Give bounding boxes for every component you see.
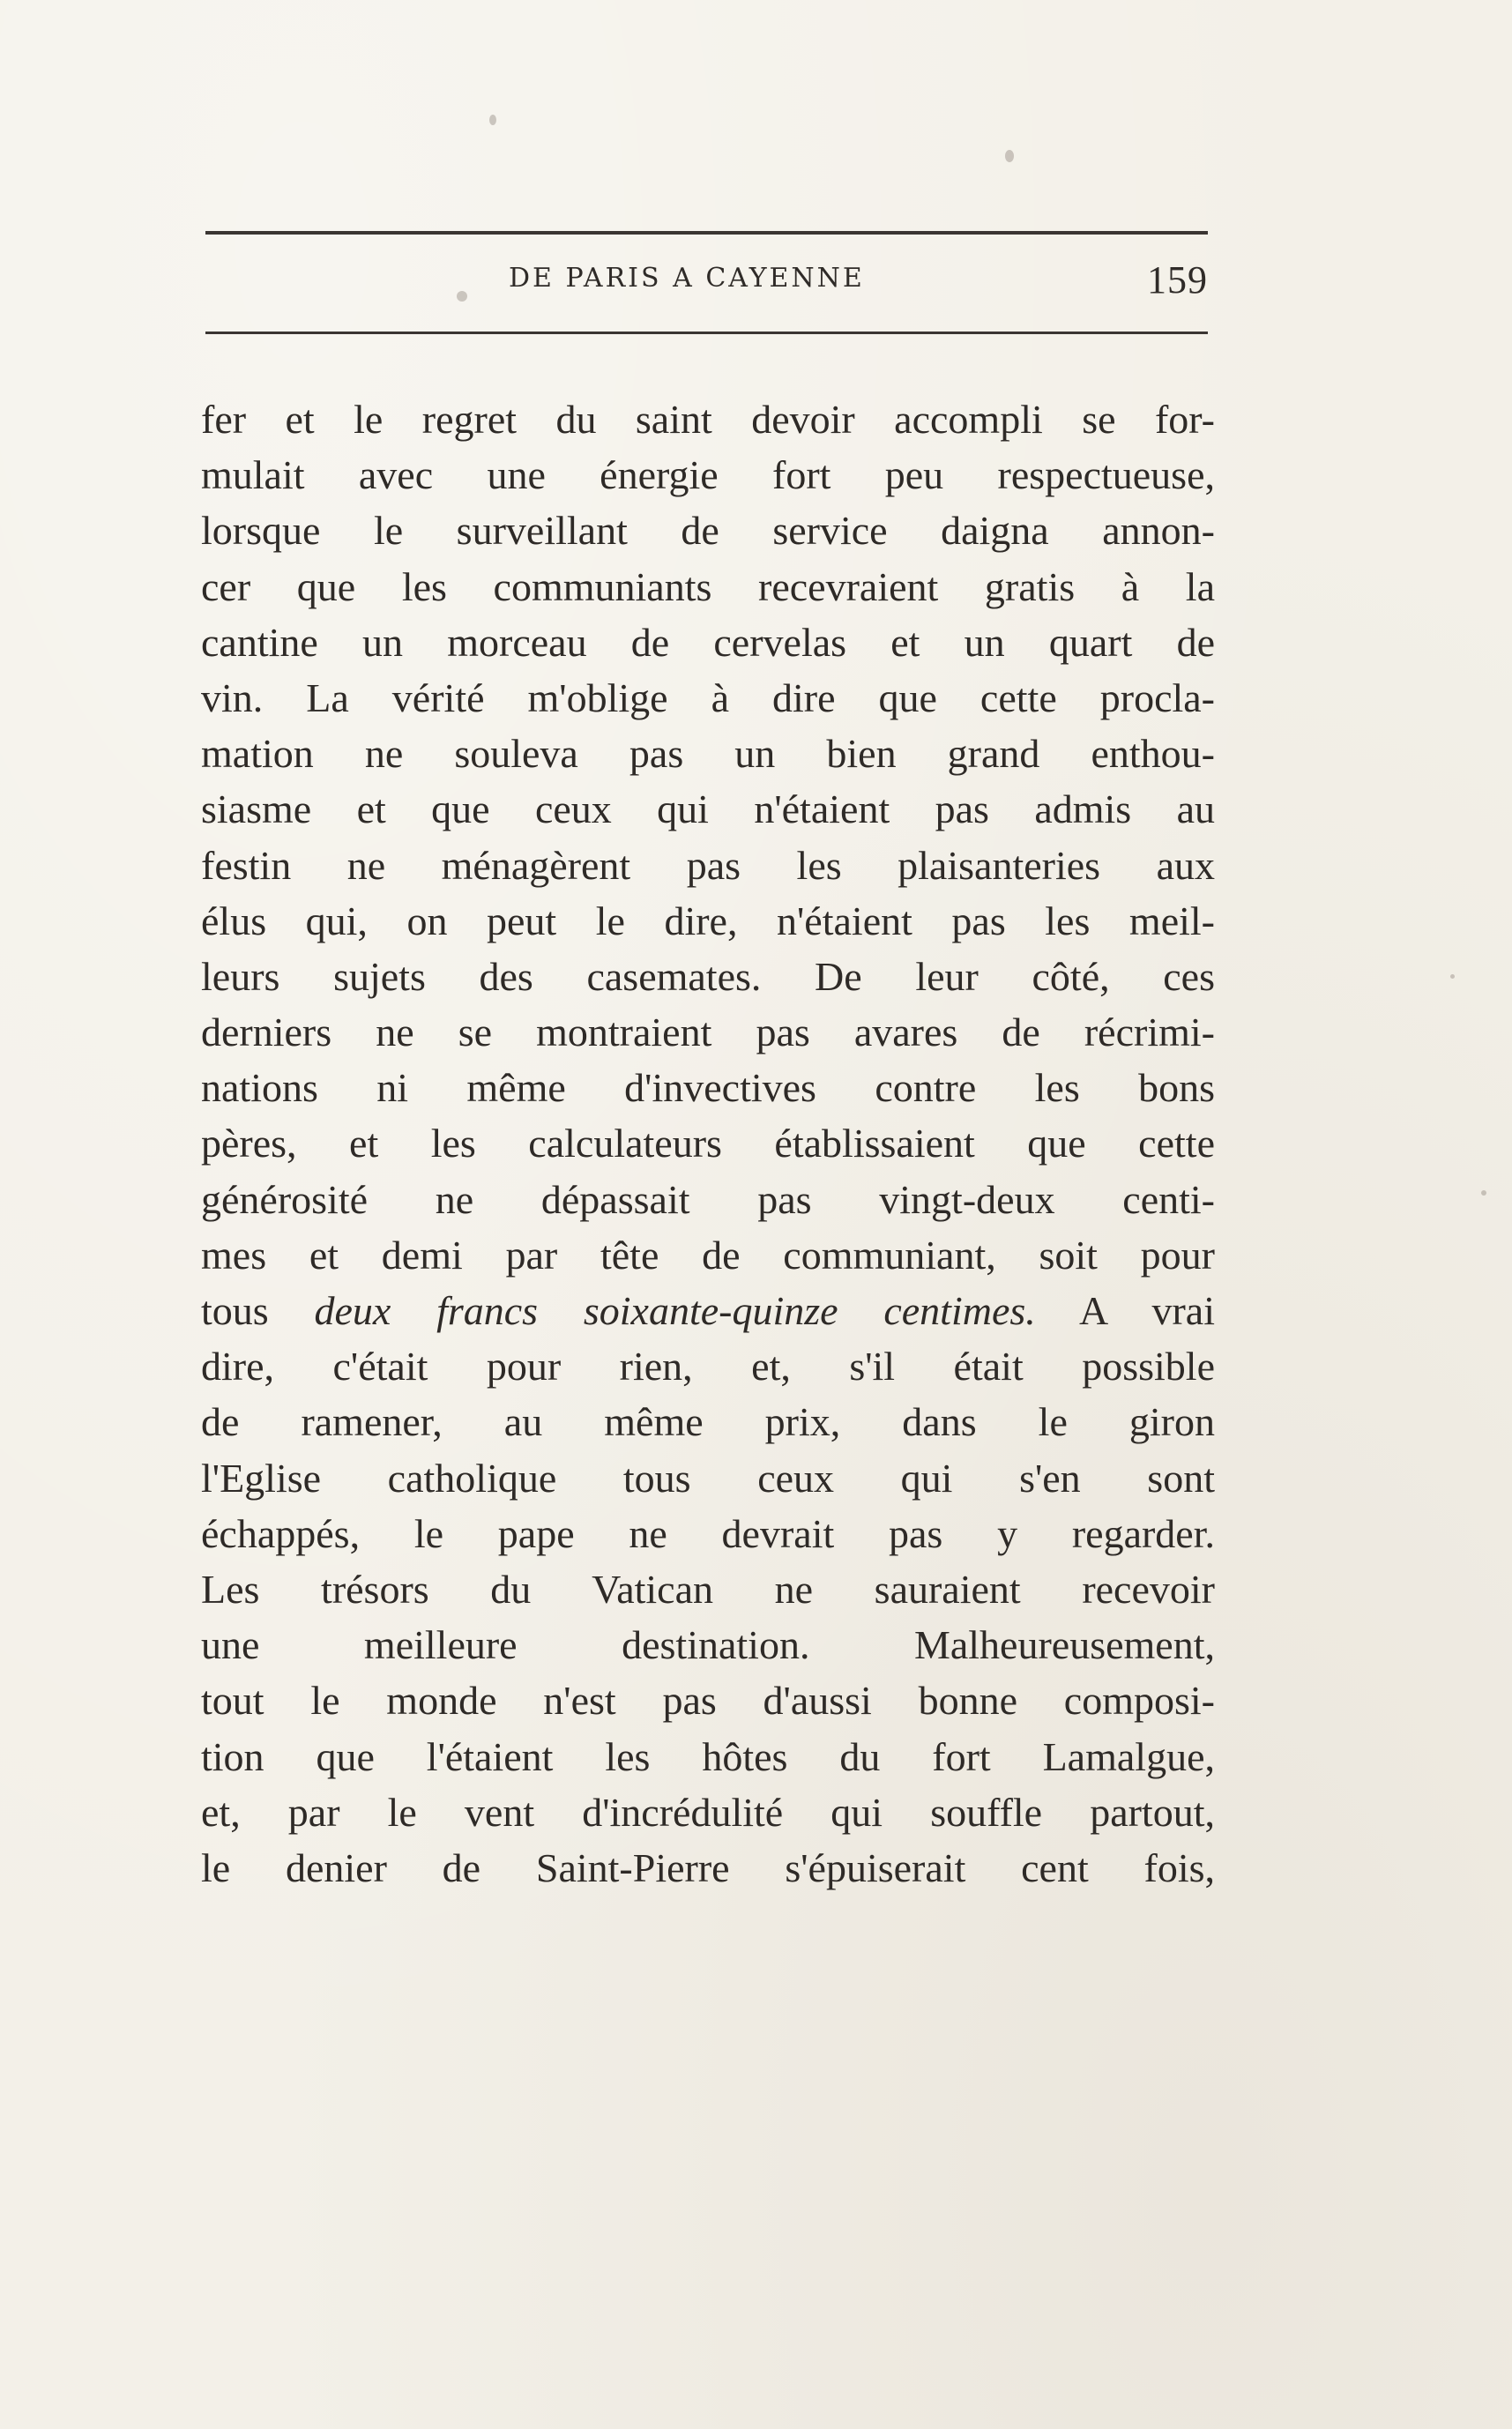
text-line: élus qui, on peut le dire, n'étaient pas les meil-	[201, 898, 1215, 943]
text-line: tion que l'étaient les hôtes du fort Lamalgue,	[201, 1733, 1215, 1779]
text-line: mes et demi par tête de communiant, soit pour	[201, 1232, 1215, 1278]
line-end: A vrai	[1079, 1288, 1216, 1333]
page-number: 159	[1147, 258, 1208, 302]
text-line: leurs sujets des casemates. De leur côté, ces	[201, 953, 1215, 999]
text-line: l'Eglise catholique tous ceux qui s'en sont	[201, 1455, 1215, 1501]
text-line: pères, et les calculateurs établissaient que cette	[201, 1121, 1215, 1166]
paper-speck	[457, 291, 467, 302]
text-line: festin ne ménagèrent pas les plaisanteries aux	[201, 842, 1215, 888]
text-line: tout le monde n'est pas d'aussi bonne composi-	[201, 1678, 1215, 1724]
paper-speck	[1005, 150, 1014, 162]
text-line: le denier de Saint-Pierre s'épuiserait cent fois,	[201, 1844, 1215, 1890]
header-rule-bottom	[205, 332, 1208, 334]
text-line: dire, c'était pour rien, et, s'il était possible	[201, 1344, 1215, 1390]
text-line: lorsque le surveillant de service daigna annon-	[201, 508, 1215, 554]
paper-speck	[1450, 974, 1455, 979]
text-line: et, par le vent d'incrédulité qui souffle partout,	[201, 1789, 1215, 1835]
text-line: fer et le regret du saint devoir accompli se for-	[201, 397, 1215, 442]
text-line: cer que les communiants recevraient gratis à la	[201, 563, 1215, 609]
italic-phrase: deux francs soixante-quinze centimes.	[314, 1288, 1036, 1333]
line-start: tous	[201, 1288, 269, 1333]
text-line: mation ne souleva pas un bien grand enthou-	[201, 731, 1215, 777]
text-line: de ramener, au même prix, dans le giron	[201, 1399, 1215, 1445]
text-line: siasme et que ceux qui n'étaient pas admis au	[201, 786, 1215, 832]
text-line: échappés, le pape ne devrait pas y regarder.	[201, 1510, 1215, 1556]
paper-speck	[489, 115, 496, 125]
text-line: Les trésors du Vatican ne sauraient recevoir	[201, 1566, 1215, 1612]
text-line: une meilleure destination. Malheureusement,	[201, 1622, 1215, 1668]
text-line: générosité ne dépassait pas vingt-deux centi-	[201, 1176, 1215, 1222]
text-line: derniers ne se montraient pas avares de récrimi-	[201, 1010, 1215, 1055]
text-line: cantine un morceau de cervelas et un quart de	[201, 619, 1215, 665]
text-line: vin. La vérité m'oblige à dire que cette procla-	[201, 674, 1215, 720]
text-line: nations ni même d'invectives contre les bons	[201, 1065, 1215, 1111]
header-rule-top	[205, 231, 1208, 235]
running-head	[205, 257, 1208, 310]
paper-speck	[1481, 1190, 1486, 1196]
running-title: DE PARIS A CAYENNE	[509, 263, 865, 294]
text-line: mulait avec une énergie fort peu respectueuse,	[201, 452, 1215, 498]
body-text	[201, 391, 1215, 1896]
text-line-italic-phrase	[201, 1283, 1215, 1338]
